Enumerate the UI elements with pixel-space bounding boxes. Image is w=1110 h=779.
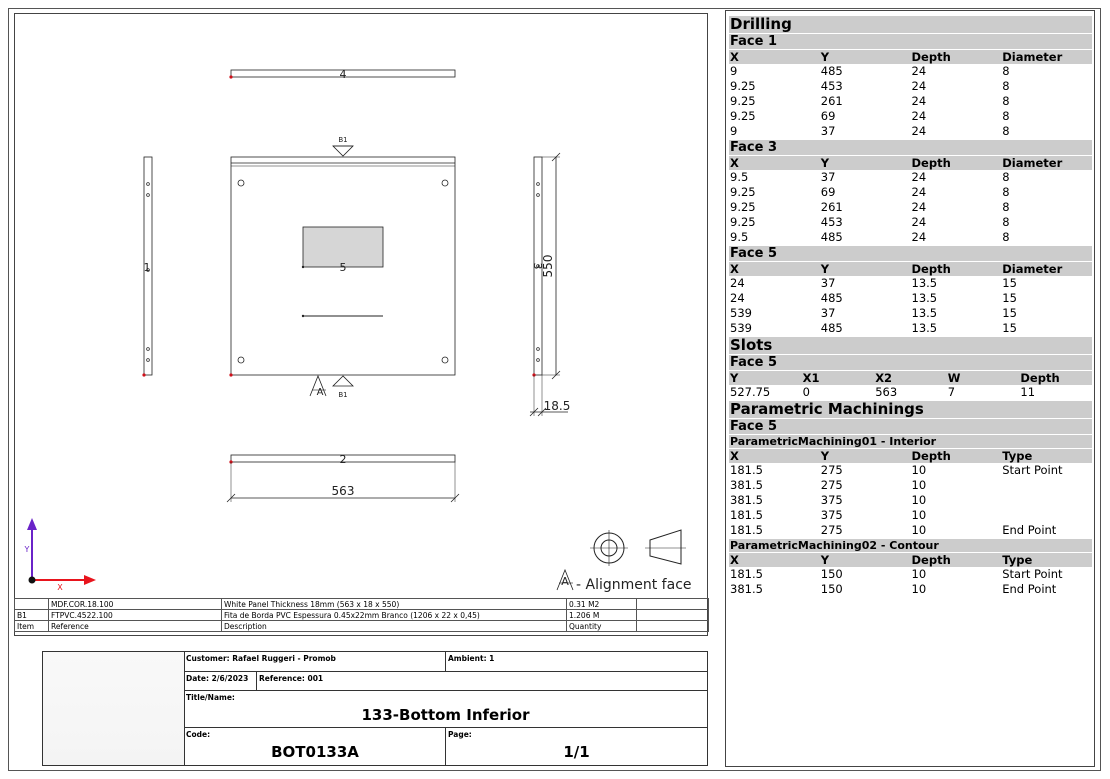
cell: 9.5	[730, 230, 749, 244]
section-label: A	[316, 387, 324, 398]
table-row	[729, 493, 1092, 508]
cell: 381.5	[730, 478, 763, 492]
cell: 10	[911, 523, 927, 537]
dimension-height: 550	[541, 254, 555, 278]
table-row	[729, 109, 1092, 124]
page-value: 1/1	[563, 743, 590, 761]
cell: 9.25	[730, 215, 756, 229]
table-row	[729, 276, 1092, 291]
col-header: Y	[820, 50, 830, 64]
alignment-face-label: - Alignment face	[576, 577, 692, 593]
col-header: X1	[802, 371, 820, 385]
cell: 37	[820, 276, 836, 290]
cell: 8	[1002, 124, 1010, 138]
cell: 150	[820, 567, 843, 581]
page-label: Page:	[448, 730, 472, 739]
cell: 37	[820, 306, 836, 320]
col-header: X	[730, 449, 739, 463]
drilling-face-label: Face 3	[729, 139, 1092, 155]
bom-blank	[637, 599, 709, 610]
bom-item	[15, 599, 49, 610]
col-header: Diameter	[1002, 156, 1063, 170]
edge-band-marker-bottom	[333, 376, 353, 386]
cell: 8	[1002, 79, 1010, 93]
parametric-group-label: ParametricMachining01 - Interior	[729, 434, 1092, 448]
col-header: X	[730, 50, 739, 64]
cell: 24	[730, 276, 745, 290]
edge-band-marker-top	[333, 146, 353, 156]
table-row	[729, 170, 1092, 185]
col-header: X	[730, 262, 739, 276]
drill-hole	[238, 180, 244, 186]
cell: 563	[875, 385, 898, 399]
cell: 8	[1002, 94, 1010, 108]
cell: Start Point	[1002, 567, 1063, 581]
cell: 527.75	[730, 385, 771, 399]
part-label-3: 3	[531, 262, 544, 270]
cell: 37	[820, 124, 836, 138]
cell: 261	[820, 200, 843, 214]
edge-band-label-top: B1	[338, 136, 348, 144]
table-row	[729, 321, 1092, 336]
parametric-title: Parametric Machinings	[729, 400, 1092, 418]
cell: 8	[1002, 185, 1010, 199]
title-block	[42, 651, 708, 766]
cell: 7	[947, 385, 956, 399]
corner-marker	[229, 75, 232, 78]
code-label: Code:	[186, 730, 211, 739]
table-row	[729, 291, 1092, 306]
cell: 69	[820, 185, 836, 199]
cell: 9	[730, 124, 738, 138]
bom-row	[15, 599, 709, 610]
col-header: Diameter	[1002, 50, 1063, 64]
drilling-title: Drilling	[729, 16, 1092, 33]
cell: 24	[911, 185, 927, 199]
projection-symbol-icon	[590, 530, 686, 566]
part-label-4: 4	[339, 68, 347, 81]
reference-field: Reference: 001	[257, 672, 707, 691]
col-header: X	[730, 553, 739, 567]
part-label-2: 2	[339, 453, 347, 466]
cell: End Point	[1002, 523, 1057, 537]
bom-row	[15, 610, 709, 621]
table-row	[729, 567, 1092, 582]
table-row	[729, 64, 1092, 79]
cell: 8	[1002, 200, 1010, 214]
date-field: Date: 2/6/2023	[184, 672, 257, 691]
cell: 24	[730, 291, 745, 305]
title-label: Title/Name:	[186, 693, 235, 702]
table-row	[729, 94, 1092, 109]
col-header: Depth	[911, 156, 951, 170]
cell: 275	[820, 478, 843, 492]
cell: 10	[911, 508, 927, 522]
col-header: W	[947, 371, 961, 385]
dimension-width: 563	[331, 484, 355, 498]
cell: 24	[911, 79, 927, 93]
customer-field: Customer: Rafael Ruggeri - Promob	[184, 652, 446, 672]
drill-hole	[238, 357, 244, 363]
col-header: Depth	[911, 449, 951, 463]
table-header	[729, 49, 1092, 64]
cell: 181.5	[730, 508, 763, 522]
cell: 261	[820, 94, 843, 108]
part-label-5: 5	[339, 261, 347, 274]
cell: 24	[911, 64, 927, 78]
machining-panel	[725, 10, 1095, 767]
cell: 539	[730, 321, 752, 335]
cell: 453	[820, 215, 843, 229]
drilling-face-label: Face 1	[729, 33, 1092, 49]
bom-quantity: 1.206 M	[567, 610, 637, 621]
cell: 9.25	[730, 94, 756, 108]
col-header: X	[730, 156, 739, 170]
cell: 15	[1002, 291, 1017, 305]
cell: 8	[1002, 64, 1010, 78]
cell: 9.25	[730, 109, 756, 123]
table-row	[729, 230, 1092, 245]
cell: 381.5	[730, 582, 763, 596]
edge-band-label-bottom: B1	[338, 391, 348, 399]
cell: End Point	[1002, 582, 1057, 596]
table-row	[729, 215, 1092, 230]
drill-hole	[442, 357, 448, 363]
corner-marker	[229, 373, 232, 376]
cell	[1001, 508, 1092, 523]
table-row	[729, 124, 1092, 139]
col-header: Y	[820, 156, 830, 170]
col-header: Type	[1002, 449, 1033, 463]
table-header	[729, 155, 1092, 170]
col-header: X2	[875, 371, 893, 385]
cell: 181.5	[730, 567, 763, 581]
table-header	[729, 261, 1092, 276]
bom-header-description: Description	[222, 621, 567, 632]
cell: 24	[911, 124, 927, 138]
cell: 24	[911, 200, 927, 214]
table-row	[729, 582, 1092, 597]
cell: 539	[730, 306, 752, 320]
title-value: 133-Bottom Inferior	[361, 706, 530, 724]
cell: 13.5	[911, 291, 938, 305]
table-row	[729, 306, 1092, 321]
cell: 10	[911, 463, 927, 477]
cell: 69	[820, 109, 836, 123]
table-row	[729, 200, 1092, 215]
table-row	[729, 508, 1092, 523]
col-header: Y	[820, 262, 830, 276]
cell: 485	[820, 291, 843, 305]
cell: 8	[1002, 230, 1010, 244]
table-row	[729, 79, 1092, 94]
cell: 181.5	[730, 523, 763, 537]
table-row	[729, 185, 1092, 200]
cell: 9.25	[730, 185, 756, 199]
axis-x-label: X	[57, 583, 63, 592]
slots-title: Slots	[729, 336, 1092, 354]
table-row	[729, 523, 1092, 538]
cell: 150	[820, 582, 843, 596]
dimension-thickness: 18.5	[543, 399, 571, 413]
cell: 485	[820, 321, 843, 335]
cell: 24	[911, 170, 927, 184]
cell: 9.25	[730, 200, 756, 214]
cell: 275	[820, 523, 843, 537]
bom-header-quantity: Quantity	[567, 621, 637, 632]
cell: 15	[1002, 306, 1017, 320]
cell: 10	[911, 567, 927, 581]
cell: 13.5	[911, 306, 938, 320]
cell: 37	[820, 170, 836, 184]
cell: 15	[1002, 276, 1017, 290]
cell: 10	[911, 478, 927, 492]
bom-header-item: Item	[15, 621, 49, 632]
machining-start-point	[302, 266, 304, 268]
cell: 24	[911, 215, 927, 229]
table-header	[729, 448, 1092, 463]
cell: 24	[911, 94, 927, 108]
bom-description: White Panel Thickness 18mm (563 x 18 x 550)	[222, 599, 567, 610]
bom-quantity: 0.31 M2	[567, 599, 637, 610]
corner-marker	[142, 373, 145, 376]
cell: 10	[911, 582, 927, 596]
parametric-group-label: ParametricMachining02 - Contour	[729, 538, 1092, 552]
col-header: Diameter	[1002, 262, 1063, 276]
cell: 9	[730, 64, 738, 78]
drilling-face-label: Face 5	[729, 245, 1092, 261]
col-header: Depth	[1020, 371, 1060, 385]
cell	[1001, 478, 1092, 493]
col-header: Y	[820, 553, 830, 567]
bom-item: B1	[15, 610, 49, 621]
cell: 8	[1002, 109, 1010, 123]
cell: 8	[1002, 215, 1010, 229]
parametric-face-label: Face 5	[729, 418, 1092, 434]
cell: 24	[911, 109, 927, 123]
table-header	[729, 370, 1092, 385]
cell: 375	[820, 508, 843, 522]
col-header: Y	[820, 449, 830, 463]
ambient-field: Ambient: 1	[446, 652, 707, 672]
col-header: Depth	[911, 262, 951, 276]
cell: 13.5	[911, 321, 938, 335]
col-header: Depth	[911, 50, 951, 64]
table-row	[729, 385, 1092, 400]
cell: 24	[911, 230, 927, 244]
cell	[1001, 493, 1092, 508]
bom-description: Fita de Borda PVC Espessura 0.45x22mm Branco (1206 x 22 x 0,45)	[222, 610, 567, 621]
code-value: BOT0133A	[271, 743, 359, 761]
table-row	[729, 478, 1092, 493]
cell: 9.25	[730, 79, 756, 93]
col-header: Depth	[911, 553, 951, 567]
bill-of-materials	[14, 598, 709, 632]
part-label-1: 1	[143, 261, 151, 274]
cell: 453	[820, 79, 843, 93]
bom-header-reference: Reference	[49, 621, 222, 632]
table-header	[729, 552, 1092, 567]
cell: 15	[1002, 321, 1017, 335]
col-header: Type	[1002, 553, 1033, 567]
cell: 10	[911, 493, 927, 507]
bom-header-row	[15, 621, 709, 632]
machining-list	[729, 16, 1092, 597]
cell: 381.5	[730, 493, 763, 507]
cell: 275	[820, 463, 843, 477]
cell: 375	[820, 493, 843, 507]
slots-face-label: Face 5	[729, 354, 1092, 370]
bom-reference: FTPVC.4522.100	[49, 610, 222, 621]
bom-blank	[637, 610, 709, 621]
alignment-face-letter: A	[561, 575, 569, 588]
machining-start-point	[302, 315, 304, 317]
cell: 11	[1020, 385, 1036, 399]
origin-icon	[29, 577, 36, 584]
cell: 13.5	[911, 276, 938, 290]
cell: Start Point	[1002, 463, 1063, 477]
cell: 8	[1002, 170, 1010, 184]
axis-y-label: Y	[24, 545, 30, 554]
cell: 485	[820, 64, 843, 78]
cell: 181.5	[730, 463, 763, 477]
col-header: Y	[730, 371, 739, 385]
drill-hole	[442, 180, 448, 186]
cell: 9.5	[730, 170, 749, 184]
cell: 485	[820, 230, 843, 244]
bom-blank	[637, 621, 709, 632]
table-row	[729, 463, 1092, 478]
bom-reference: MDF.COR.18.100	[49, 599, 222, 610]
logo-placeholder	[43, 652, 185, 765]
cell: 0	[802, 385, 810, 399]
